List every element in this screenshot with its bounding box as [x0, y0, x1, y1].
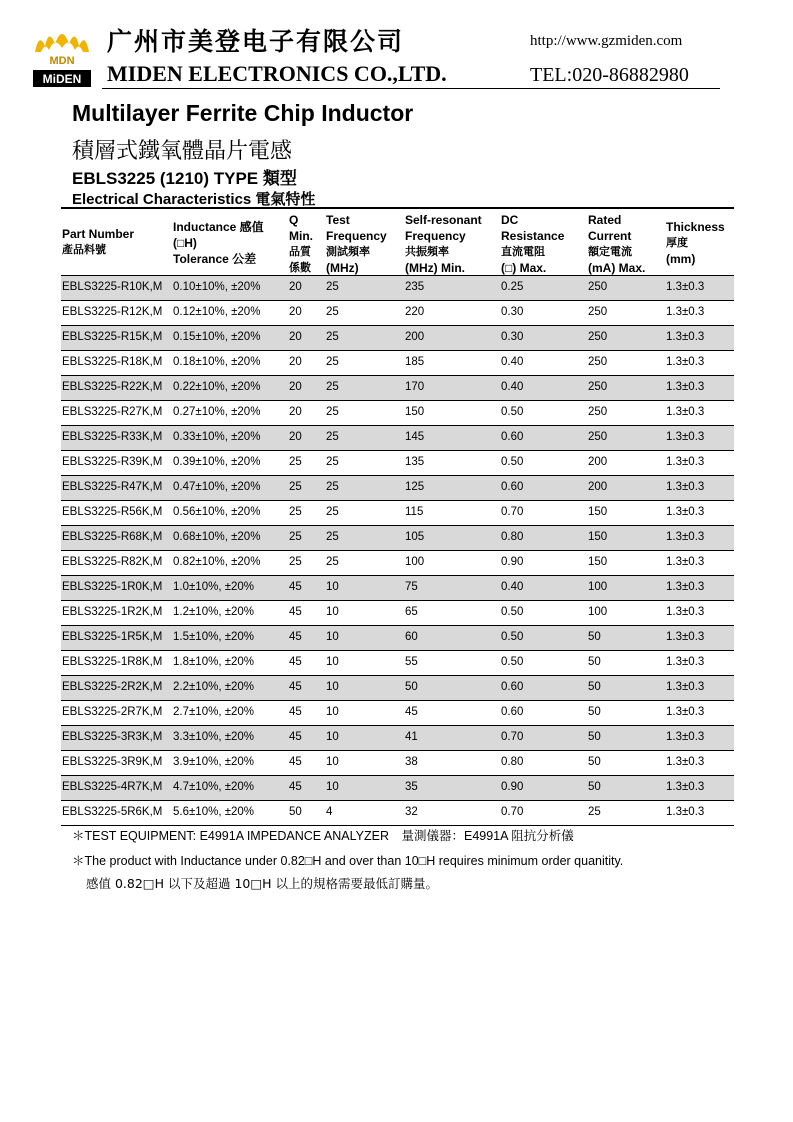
telephone: TEL:020-86882980 — [530, 64, 689, 86]
cell-q-min: 20 — [289, 381, 302, 393]
cell-srf: 200 — [405, 331, 425, 343]
cell-dc-resistance: 0.60 — [501, 681, 524, 693]
cell-q-min: 20 — [289, 431, 302, 443]
cell-q-min: 45 — [289, 781, 302, 793]
cell-test-frequency: 10 — [326, 781, 339, 793]
cell-srf: 105 — [405, 531, 425, 543]
cell-test-frequency: 10 — [326, 656, 339, 668]
cell-srf: 50 — [405, 681, 418, 693]
cell-rated-current: 250 — [588, 331, 608, 343]
cell-part-number: EBLS3225-R15K,M — [62, 331, 163, 343]
cell-dc-resistance: 0.40 — [501, 381, 524, 393]
cell-part-number: EBLS3225-1R2K,M — [62, 606, 163, 618]
header-test-frequency: Test Frequency 測試頻率 (MHz) — [326, 213, 387, 275]
cell-inductance: 0.82±10%, ±20% — [173, 556, 261, 568]
cell-dc-resistance: 0.70 — [501, 506, 524, 518]
cell-dc-resistance: 0.70 — [501, 731, 524, 743]
cell-part-number: EBLS3225-R27K,M — [62, 406, 163, 418]
cell-dc-resistance: 0.80 — [501, 756, 524, 768]
cell-srf: 235 — [405, 281, 425, 293]
cell-rated-current: 200 — [588, 481, 608, 493]
cell-part-number: EBLS3225-1R8K,M — [62, 656, 163, 668]
cell-rated-current: 250 — [588, 306, 608, 318]
cell-thickness: 1.3±0.3 — [666, 431, 705, 443]
cell-srf: 150 — [405, 406, 425, 418]
table-row — [61, 401, 734, 426]
table-body — [61, 276, 734, 826]
cell-srf: 100 — [405, 556, 425, 568]
cell-srf: 35 — [405, 781, 418, 793]
table-row — [61, 376, 734, 401]
cell-rated-current: 50 — [588, 656, 601, 668]
table-header — [61, 207, 734, 276]
cell-inductance: 2.7±10%, ±20% — [173, 706, 255, 718]
table-row — [61, 701, 734, 726]
website-url: http://www.gzmiden.com — [530, 33, 683, 49]
cell-dc-resistance: 0.50 — [501, 656, 524, 668]
cell-rated-current: 50 — [588, 681, 601, 693]
table-row — [61, 776, 734, 801]
cell-thickness: 1.3±0.3 — [666, 731, 705, 743]
cell-thickness: 1.3±0.3 — [666, 381, 705, 393]
cell-thickness: 1.3±0.3 — [666, 331, 705, 343]
header-part-number: Part Number 產品料號 — [62, 227, 135, 256]
header-inductance: Inductance 感值 (□H) Tolerance 公差 — [173, 220, 264, 266]
table-row — [61, 476, 734, 501]
cell-q-min: 45 — [289, 731, 302, 743]
cell-inductance: 2.2±10%, ±20% — [173, 681, 255, 693]
table-row — [61, 751, 734, 776]
table-row — [61, 801, 734, 826]
cell-thickness: 1.3±0.3 — [666, 756, 705, 768]
cell-part-number: EBLS3225-2R2K,M — [62, 681, 163, 693]
cell-srf: 185 — [405, 356, 425, 368]
table-row — [61, 301, 734, 326]
cell-inductance: 1.5±10%, ±20% — [173, 631, 255, 643]
cell-dc-resistance: 0.40 — [501, 356, 524, 368]
cell-inductance: 0.12±10%, ±20% — [173, 306, 261, 318]
cell-q-min: 50 — [289, 806, 302, 818]
cell-rated-current: 150 — [588, 531, 608, 543]
table-row — [61, 526, 734, 551]
cell-thickness: 1.3±0.3 — [666, 306, 705, 318]
cell-test-frequency: 25 — [326, 531, 339, 543]
cell-part-number: EBLS3225-R56K,M — [62, 506, 163, 518]
page-title-cn: 積層式鐵氧體晶片電感 — [72, 139, 293, 164]
cell-q-min: 25 — [289, 481, 302, 493]
svg-text:MiDEN: MiDEN — [42, 72, 82, 86]
cell-q-min: 20 — [289, 356, 302, 368]
cell-srf: 115 — [405, 506, 424, 518]
cell-inductance: 0.56±10%, ±20% — [173, 506, 261, 518]
cell-part-number: EBLS3225-R12K,M — [62, 306, 163, 318]
table-row — [61, 501, 734, 526]
cell-rated-current: 25 — [588, 806, 601, 818]
table-row — [61, 551, 734, 576]
cell-dc-resistance: 0.90 — [501, 781, 524, 793]
table-row — [61, 426, 734, 451]
product-type: EBLS3225 (1210) TYPE 類型 — [72, 169, 297, 188]
table-row — [61, 276, 734, 301]
cell-test-frequency: 25 — [326, 381, 339, 393]
cell-test-frequency: 4 — [326, 806, 333, 818]
cell-srf: 135 — [405, 456, 425, 468]
cell-srf: 65 — [405, 606, 418, 618]
cell-dc-resistance: 0.40 — [501, 581, 524, 593]
cell-srf: 32 — [405, 806, 418, 818]
cell-inductance: 0.39±10%, ±20% — [173, 456, 261, 468]
cell-q-min: 25 — [289, 556, 302, 568]
cell-inductance: 0.27±10%, ±20% — [173, 406, 261, 418]
table-row — [61, 451, 734, 476]
cell-dc-resistance: 0.70 — [501, 806, 524, 818]
cell-rated-current: 200 — [588, 456, 608, 468]
cell-inductance: 0.15±10%, ±20% — [173, 331, 261, 343]
cell-thickness: 1.3±0.3 — [666, 581, 705, 593]
header-thickness: Thickness 厚度 (mm) — [666, 220, 725, 266]
cell-inductance: 1.0±10%, ±20% — [173, 581, 255, 593]
cell-rated-current: 150 — [588, 506, 608, 518]
cell-rated-current: 50 — [588, 756, 601, 768]
cell-dc-resistance: 0.50 — [501, 631, 524, 643]
cell-test-frequency: 25 — [326, 456, 339, 468]
cell-thickness: 1.3±0.3 — [666, 406, 705, 418]
note-test-equipment: ＊TEST EQUIPMENT: E4991A IMPEDANCE ANALYZER 量測儀器：E4991A 阻抗分析儀 — [72, 829, 574, 843]
cell-rated-current: 250 — [588, 356, 608, 368]
cell-srf: 41 — [405, 731, 418, 743]
cell-inductance: 0.47±10%, ±20% — [173, 481, 261, 493]
cell-dc-resistance: 0.60 — [501, 481, 524, 493]
cell-srf: 55 — [405, 656, 418, 668]
cell-srf: 75 — [405, 581, 418, 593]
cell-test-frequency: 25 — [326, 281, 339, 293]
cell-dc-resistance: 0.90 — [501, 556, 524, 568]
cell-test-frequency: 25 — [326, 356, 339, 368]
cell-q-min: 20 — [289, 306, 302, 318]
cell-srf: 125 — [405, 481, 425, 493]
cell-part-number: EBLS3225-R10K,M — [62, 281, 163, 293]
cell-test-frequency: 25 — [326, 481, 339, 493]
cell-test-frequency: 25 — [326, 506, 339, 518]
header-dc-resistance: DC Resistance 直流電阻 (□) Max. — [501, 213, 565, 275]
cell-q-min: 20 — [289, 281, 302, 293]
cell-inductance: 0.68±10%, ±20% — [173, 531, 261, 543]
cell-thickness: 1.3±0.3 — [666, 806, 705, 818]
cell-part-number: EBLS3225-R39K,M — [62, 456, 163, 468]
cell-rated-current: 50 — [588, 781, 601, 793]
cell-test-frequency: 25 — [326, 331, 339, 343]
cell-part-number: EBLS3225-3R9K,M — [62, 756, 163, 768]
cell-test-frequency: 25 — [326, 431, 339, 443]
section-label: Electrical Characteristics 電氣特性 — [72, 191, 316, 208]
company-logo — [31, 26, 93, 88]
cell-srf: 145 — [405, 431, 425, 443]
cell-dc-resistance: 0.50 — [501, 456, 524, 468]
header-q-min: Q Min. 品質 係數 — [289, 213, 313, 274]
cell-rated-current: 100 — [588, 606, 608, 618]
cell-q-min: 45 — [289, 631, 302, 643]
cell-rated-current: 100 — [588, 581, 608, 593]
cell-rated-current: 50 — [588, 706, 601, 718]
cell-srf: 220 — [405, 306, 425, 318]
cell-inductance: 0.22±10%, ±20% — [173, 381, 261, 393]
page-title-en: Multilayer Ferrite Chip Inductor — [72, 100, 414, 126]
cell-srf: 38 — [405, 756, 418, 768]
cell-q-min: 25 — [289, 531, 302, 543]
cell-inductance: 0.10±10%, ±20% — [173, 281, 261, 293]
cell-thickness: 1.3±0.3 — [666, 506, 705, 518]
company-name-cn: 广州市美登电子有限公司 — [107, 27, 405, 56]
cell-srf: 60 — [405, 631, 418, 643]
note-moq-cn: 感值 0.82□H 以下及超過 10□H 以上的規格需要最低訂購量。 — [86, 876, 439, 891]
cell-rated-current: 250 — [588, 406, 608, 418]
table-row — [61, 326, 734, 351]
cell-test-frequency: 25 — [326, 306, 339, 318]
header-self-resonant: Self-resonant Frequency 共振頻率 (MHz) Min. — [405, 213, 482, 275]
cell-inductance: 1.8±10%, ±20% — [173, 656, 255, 668]
cell-part-number: EBLS3225-4R7K,M — [62, 781, 163, 793]
company-name-en: MIDEN ELECTRONICS CO.,LTD. — [107, 61, 447, 86]
cell-rated-current: 50 — [588, 731, 601, 743]
cell-rated-current: 150 — [588, 556, 608, 568]
cell-part-number: EBLS3225-R82K,M — [62, 556, 163, 568]
header-rated-current: Rated Current 額定電流 (mA) Max. — [588, 213, 646, 275]
cell-inductance: 3.9±10%, ±20% — [173, 756, 255, 768]
cell-q-min: 25 — [289, 506, 302, 518]
cell-dc-resistance: 0.30 — [501, 331, 524, 343]
cell-thickness: 1.3±0.3 — [666, 356, 705, 368]
cell-thickness: 1.3±0.3 — [666, 656, 705, 668]
table-row — [61, 351, 734, 376]
cell-dc-resistance: 0.50 — [501, 606, 524, 618]
cell-test-frequency: 10 — [326, 581, 339, 593]
cell-inductance: 1.2±10%, ±20% — [173, 606, 255, 618]
header-divider — [102, 88, 720, 89]
cell-q-min: 45 — [289, 581, 302, 593]
cell-q-min: 45 — [289, 656, 302, 668]
cell-q-min: 45 — [289, 606, 302, 618]
cell-dc-resistance: 0.60 — [501, 706, 524, 718]
cell-srf: 45 — [405, 706, 418, 718]
table-row — [61, 726, 734, 751]
cell-test-frequency: 10 — [326, 631, 339, 643]
cell-thickness: 1.3±0.3 — [666, 631, 705, 643]
cell-inductance: 4.7±10%, ±20% — [173, 781, 255, 793]
cell-part-number: EBLS3225-1R0K,M — [62, 581, 163, 593]
cell-thickness: 1.3±0.3 — [666, 556, 705, 568]
cell-rated-current: 250 — [588, 431, 608, 443]
spec-table — [61, 207, 734, 826]
note-moq-en: ＊The product with Inductance under 0.82□H and over than 10□H requires minimum order quanitity. — [72, 854, 624, 868]
cell-q-min: 45 — [289, 706, 302, 718]
cell-test-frequency: 10 — [326, 731, 339, 743]
cell-thickness: 1.3±0.3 — [666, 531, 705, 543]
table-row — [61, 651, 734, 676]
cell-thickness: 1.3±0.3 — [666, 281, 705, 293]
cell-part-number: EBLS3225-3R3K,M — [62, 731, 163, 743]
cell-test-frequency: 25 — [326, 406, 339, 418]
cell-thickness: 1.3±0.3 — [666, 706, 705, 718]
cell-inductance: 3.3±10%, ±20% — [173, 731, 255, 743]
cell-test-frequency: 10 — [326, 756, 339, 768]
cell-test-frequency: 10 — [326, 706, 339, 718]
cell-q-min: 20 — [289, 331, 302, 343]
svg-text:MDN: MDN — [49, 55, 75, 67]
cell-dc-resistance: 0.80 — [501, 531, 524, 543]
cell-thickness: 1.3±0.3 — [666, 681, 705, 693]
cell-thickness: 1.3±0.3 — [666, 481, 705, 493]
cell-inductance: 5.6±10%, ±20% — [173, 806, 255, 818]
cell-inductance: 0.33±10%, ±20% — [173, 431, 261, 443]
cell-q-min: 45 — [289, 681, 302, 693]
cell-q-min: 45 — [289, 756, 302, 768]
table-row — [61, 676, 734, 701]
cell-rated-current: 250 — [588, 381, 608, 393]
cell-part-number: EBLS3225-5R6K,M — [62, 806, 163, 818]
cell-part-number: EBLS3225-R33K,M — [62, 431, 163, 443]
cell-thickness: 1.3±0.3 — [666, 456, 705, 468]
table-row — [61, 601, 734, 626]
cell-inductance: 0.18±10%, ±20% — [173, 356, 261, 368]
cell-part-number: EBLS3225-R47K,M — [62, 481, 163, 493]
cell-test-frequency: 10 — [326, 681, 339, 693]
cell-q-min: 20 — [289, 406, 302, 418]
cell-dc-resistance: 0.50 — [501, 406, 524, 418]
table-row — [61, 626, 734, 651]
table-row — [61, 576, 734, 601]
cell-part-number: EBLS3225-R68K,M — [62, 531, 163, 543]
cell-test-frequency: 25 — [326, 556, 339, 568]
cell-rated-current: 250 — [588, 281, 608, 293]
cell-dc-resistance: 0.30 — [501, 306, 524, 318]
cell-thickness: 1.3±0.3 — [666, 781, 705, 793]
cell-part-number: EBLS3225-R18K,M — [62, 356, 163, 368]
cell-part-number: EBLS3225-R22K,M — [62, 381, 163, 393]
cell-test-frequency: 10 — [326, 606, 339, 618]
cell-dc-resistance: 0.25 — [501, 281, 524, 293]
cell-part-number: EBLS3225-1R5K,M — [62, 631, 163, 643]
cell-rated-current: 50 — [588, 631, 601, 643]
cell-part-number: EBLS3225-2R7K,M — [62, 706, 163, 718]
cell-q-min: 25 — [289, 456, 302, 468]
cell-dc-resistance: 0.60 — [501, 431, 524, 443]
cell-srf: 170 — [405, 381, 425, 393]
cell-thickness: 1.3±0.3 — [666, 606, 705, 618]
